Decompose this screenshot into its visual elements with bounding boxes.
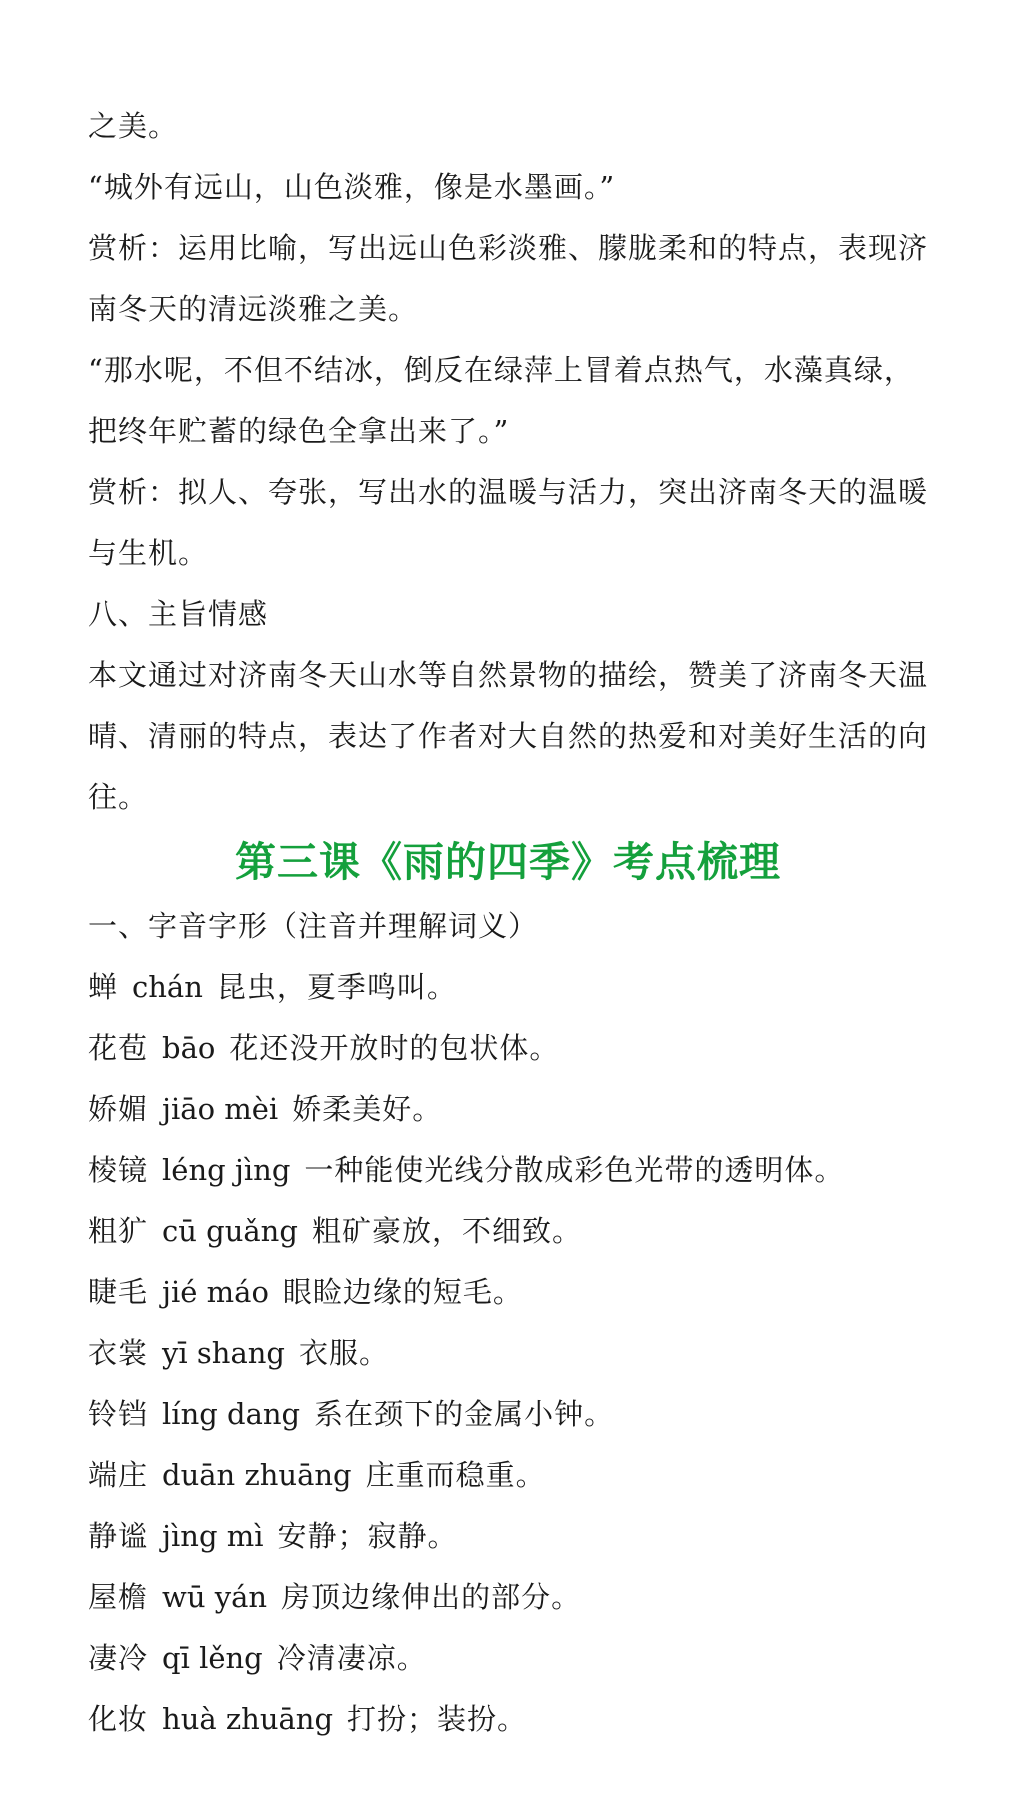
text-line: “城外有远山，山色淡雅，像是水墨画。”	[88, 170, 616, 204]
vocab-meaning: 粗矿豪放，不细致。	[311, 1214, 582, 1248]
vocab-pinyin: yī shang	[162, 1336, 285, 1370]
vocab-word: 花苞	[88, 1031, 149, 1065]
vocab-meaning: 系在颈下的金属小钟。	[314, 1397, 615, 1431]
vocab-word: 屋檐	[88, 1580, 149, 1614]
vocab-item	[88, 1384, 968, 1445]
vocab-pinyin: léng jìng	[162, 1153, 291, 1187]
vocab-word: 蝉	[88, 970, 119, 1004]
vocab-item	[88, 1445, 968, 1506]
vocab-pinyin: wū yán	[162, 1580, 268, 1614]
vocab-meaning: 花还没开放时的包状体。	[229, 1031, 560, 1065]
vocab-item	[88, 1567, 968, 1628]
vocab-word: 静谧	[88, 1519, 149, 1553]
vocab-meaning: 房顶边缘伸出的部分。	[281, 1580, 582, 1614]
vocab-meaning: 打扮；装扮。	[347, 1702, 528, 1736]
section-heading: 一、字音字形（注音并理解词义）	[88, 909, 539, 943]
document-page	[88, 96, 968, 1750]
vocab-word: 娇媚	[88, 1092, 149, 1126]
vocab-word: 睫毛	[88, 1275, 149, 1309]
text-line: 南冬天的清远淡雅之美。	[88, 292, 419, 326]
vocab-item	[88, 1140, 968, 1201]
vocab-meaning: 眼睑边缘的短毛。	[282, 1275, 523, 1309]
text-line: 与生机。	[88, 536, 209, 570]
vocab-word: 化妆	[88, 1702, 149, 1736]
vocab-pinyin: jiāo mèi	[162, 1092, 279, 1126]
text-line: “那水呢，不但不结冰，倒反在绿萍上冒着点热气，水藻真绿，	[88, 353, 914, 387]
vocab-list	[88, 957, 968, 1750]
vocab-pinyin: huà zhuāng	[162, 1702, 334, 1736]
vocab-item	[88, 1262, 968, 1323]
vocab-word: 衣裳	[88, 1336, 149, 1370]
text-line: 晴、清丽的特点，表达了作者对大自然的热爱和对美好生活的向	[88, 719, 929, 753]
vocab-word: 棱镜	[88, 1153, 149, 1187]
text-line: 赏析：运用比喻，写出远山色彩淡雅、朦胧柔和的特点，表现济	[88, 231, 929, 265]
vocab-word: 凄冷	[88, 1641, 149, 1675]
vocab-meaning: 庄重而稳重。	[365, 1458, 546, 1492]
vocab-item	[88, 1018, 968, 1079]
vocab-item	[88, 957, 968, 1018]
vocab-pinyin: cū guǎng	[162, 1214, 298, 1248]
vocab-meaning: 安静；寂静。	[277, 1519, 458, 1553]
vocab-meaning: 昆虫，夏季鸣叫。	[216, 970, 457, 1004]
vocab-word: 铃铛	[88, 1397, 149, 1431]
vocab-meaning: 娇柔美好。	[292, 1092, 443, 1126]
vocab-word: 端庄	[88, 1458, 149, 1492]
vocab-item	[88, 1628, 968, 1689]
vocab-item	[88, 1079, 968, 1140]
vocab-item	[88, 1323, 968, 1384]
vocab-word: 粗犷	[88, 1214, 149, 1248]
vocab-pinyin: duān zhuāng	[162, 1458, 352, 1492]
vocab-item	[88, 1201, 968, 1262]
vocab-meaning: 冷清凄凉。	[276, 1641, 427, 1675]
text-line: 之美。	[88, 109, 179, 143]
vocab-pinyin: jìng mì	[162, 1519, 264, 1553]
text-line: 往。	[88, 780, 149, 814]
section-heading: 八、主旨情感	[88, 597, 269, 631]
vocab-pinyin: líng dang	[162, 1397, 301, 1431]
lesson-title: 第三课《雨的四季》考点梳理	[235, 838, 781, 886]
text-line: 把终年贮蓄的绿色全拿出来了。”	[88, 414, 510, 448]
vocab-meaning: 一种能使光线分散成彩色光带的透明体。	[304, 1153, 845, 1187]
text-line: 赏析：拟人、夸张，写出水的温暖与活力，突出济南冬天的温暖	[88, 475, 929, 509]
vocab-item	[88, 1689, 968, 1750]
vocab-meaning: 衣服。	[298, 1336, 389, 1370]
vocab-pinyin: jié máo	[162, 1275, 269, 1309]
text-line: 本文通过对济南冬天山水等自然景物的描绘，赞美了济南冬天温	[88, 658, 929, 692]
vocab-pinyin: chán	[132, 970, 203, 1004]
vocab-pinyin: bāo	[162, 1031, 216, 1065]
vocab-item	[88, 1506, 968, 1567]
vocab-pinyin: qī lěng	[162, 1641, 263, 1675]
